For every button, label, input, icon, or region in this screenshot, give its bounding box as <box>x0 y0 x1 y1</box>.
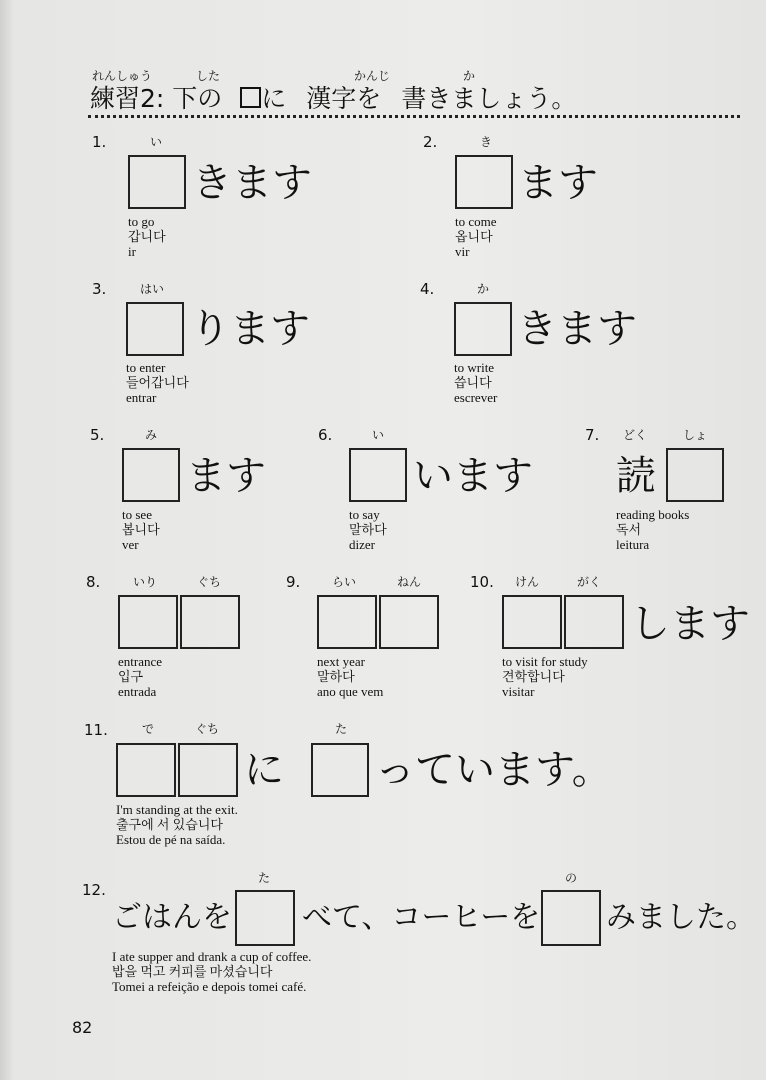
item-1-portuguese: ir <box>128 244 136 259</box>
item-12-english: I ate supper and drank a cup of coffee. <box>112 949 312 964</box>
item-2-kanji-box[interactable] <box>455 155 513 209</box>
item-9-number: 9. <box>286 573 301 591</box>
item-10-number: 10. <box>470 573 494 591</box>
item-10-furigana-2: がく <box>577 575 602 589</box>
item-2-english: to come <box>455 214 497 229</box>
item-12-furigana-1: た <box>258 871 271 885</box>
title-part-4: 書きましょう。 <box>401 84 577 113</box>
item-11-kanji-box-2[interactable] <box>178 743 238 797</box>
item-12-kanji-box-2[interactable] <box>541 890 601 946</box>
item-3-portuguese: entrar <box>126 390 157 405</box>
item-4-portuguese: escrever <box>454 390 498 405</box>
item-8-kanji-box-1[interactable] <box>118 595 178 649</box>
item-12-translation <box>112 949 311 994</box>
item-6-portuguese: dizer <box>349 537 375 552</box>
title-furigana-kanji: かんじ <box>354 69 391 83</box>
item-1-translation <box>128 214 166 259</box>
item-8-furigana-1: いり <box>133 575 158 589</box>
item-11-number: 11. <box>84 721 108 739</box>
item-6-furigana: い <box>372 428 385 442</box>
title-dotted-divider <box>88 115 740 118</box>
item-4-korean: 씁니다 <box>454 375 492 390</box>
item-7-furigana-1: どく <box>623 428 648 442</box>
item-5-kanji-box[interactable] <box>122 448 180 502</box>
item-9-portuguese: ano que vem <box>317 684 384 699</box>
exercise-title <box>90 86 576 111</box>
item-10-kanji-box-1[interactable] <box>502 595 562 649</box>
item-11-kanji-box-1[interactable] <box>116 743 176 797</box>
title-furigana-ka: か <box>463 69 476 83</box>
item-7-korean: 독서 <box>616 522 642 537</box>
item-9-furigana-1: らい <box>332 575 357 589</box>
item-3-suffix: ります <box>190 306 310 352</box>
item-4-kanji-box[interactable] <box>454 302 512 356</box>
item-9-kanji-box-2[interactable] <box>379 595 439 649</box>
item-11-kanji-box-3[interactable] <box>311 743 369 797</box>
item-7-english: reading books <box>616 507 690 522</box>
item-3-kanji-box[interactable] <box>126 302 184 356</box>
title-furigana-renshuu: れんしゅう <box>92 69 153 83</box>
item-11-suffix: っています。 <box>375 747 612 793</box>
item-6-suffix: います <box>413 453 533 499</box>
item-12-kanji-box-1[interactable] <box>235 890 295 946</box>
item-12-mid: べて、コーヒーを <box>302 900 541 935</box>
item-3-english: to enter <box>126 360 166 375</box>
item-10-suffix: します <box>630 601 750 647</box>
item-11-translation <box>116 802 238 847</box>
item-2-suffix: ます <box>518 160 598 206</box>
item-11-furigana-3: た <box>335 722 348 736</box>
item-6-number: 6. <box>318 426 333 444</box>
item-3-korean: 들어갑니다 <box>126 375 189 390</box>
item-2-furigana: き <box>480 135 493 149</box>
item-7-portuguese: leitura <box>616 537 650 552</box>
item-6-korean: 말하다 <box>349 522 387 537</box>
title-furigana-shita: した <box>196 69 221 83</box>
item-4-english: to write <box>454 360 495 375</box>
item-10-kanji-box-2[interactable] <box>564 595 624 649</box>
item-12-furigana-2: の <box>565 871 578 885</box>
item-5-translation <box>122 507 160 552</box>
item-4-translation <box>454 360 497 405</box>
item-5-english: to see <box>122 507 152 522</box>
item-10-english: to visit for study <box>502 654 588 669</box>
item-1-furigana: い <box>150 135 163 149</box>
item-3-number: 3. <box>92 280 107 298</box>
item-3-furigana: はい <box>140 282 165 296</box>
item-4-furigana: か <box>477 282 490 296</box>
item-1-number: 1. <box>92 133 107 151</box>
item-8-translation <box>118 654 162 699</box>
item-12-suffix: みました。 <box>606 900 756 935</box>
item-7-translation <box>616 507 689 552</box>
item-4-suffix: きます <box>517 306 637 352</box>
item-2-number: 2. <box>423 133 438 151</box>
item-9-translation <box>317 654 383 699</box>
item-11-furigana-1: で <box>142 722 155 736</box>
item-2-translation <box>455 214 497 259</box>
item-4-number: 4. <box>420 280 435 298</box>
item-5-suffix: ます <box>186 453 266 499</box>
item-1-english: to go <box>128 214 155 229</box>
item-6-english: to say <box>349 507 380 522</box>
item-1-suffix: きます <box>192 160 312 206</box>
item-11-portuguese: Estou de pé na saída. <box>116 832 226 847</box>
item-2-korean: 옵니다 <box>455 229 493 244</box>
item-1-kanji-box[interactable] <box>128 155 186 209</box>
item-7-number: 7. <box>585 426 600 444</box>
item-11-mid: に <box>244 747 284 793</box>
item-9-kanji-box-1[interactable] <box>317 595 377 649</box>
item-8-portuguese: entrada <box>118 684 157 699</box>
item-10-portuguese: visitar <box>502 684 535 699</box>
title-part-2: に <box>261 84 287 113</box>
blank-box-symbol <box>240 87 261 108</box>
item-8-korean: 입구 <box>118 669 144 684</box>
item-8-furigana-2: ぐち <box>197 575 222 589</box>
item-11-korean: 출구에 서 있습니다 <box>116 817 223 832</box>
item-9-korean: 말하다 <box>317 669 355 684</box>
item-7-furigana-2: しょ <box>683 428 708 442</box>
item-9-furigana-2: ねん <box>397 575 422 589</box>
item-10-furigana-1: けん <box>515 575 540 589</box>
item-10-translation <box>502 654 588 699</box>
item-6-translation <box>349 507 387 552</box>
item-8-english: entrance <box>118 654 163 669</box>
item-8-kanji-box-2[interactable] <box>180 595 240 649</box>
item-5-portuguese: ver <box>122 537 139 552</box>
item-5-furigana: み <box>145 428 158 442</box>
title-part-3: 漢字を <box>306 84 382 113</box>
item-7-prefix-kanji: 読 <box>616 453 656 499</box>
title-part-1: 練習2: 下の <box>90 84 223 113</box>
item-12-number: 12. <box>82 881 106 899</box>
item-12-prefix: ごはんを <box>112 900 232 935</box>
item-9-english: next year <box>317 654 366 669</box>
item-5-number: 5. <box>90 426 105 444</box>
item-8-number: 8. <box>86 573 101 591</box>
page-number: 82 <box>72 1018 93 1037</box>
item-3-translation <box>126 360 189 405</box>
item-11-english: I'm standing at the exit. <box>116 802 238 817</box>
item-1-korean: 갑니다 <box>128 229 166 244</box>
item-11-furigana-2: ぐち <box>195 722 220 736</box>
item-10-korean: 견학합니다 <box>502 669 565 684</box>
item-7-kanji-box[interactable] <box>666 448 724 502</box>
item-12-korean: 밥을 먹고 커피를 마셨습니다 <box>112 964 273 979</box>
item-12-portuguese: Tomei a refeição e depois tomei café. <box>112 979 307 994</box>
item-2-portuguese: vir <box>455 244 470 259</box>
item-5-korean: 봅니다 <box>122 522 160 537</box>
item-6-kanji-box[interactable] <box>349 448 407 502</box>
